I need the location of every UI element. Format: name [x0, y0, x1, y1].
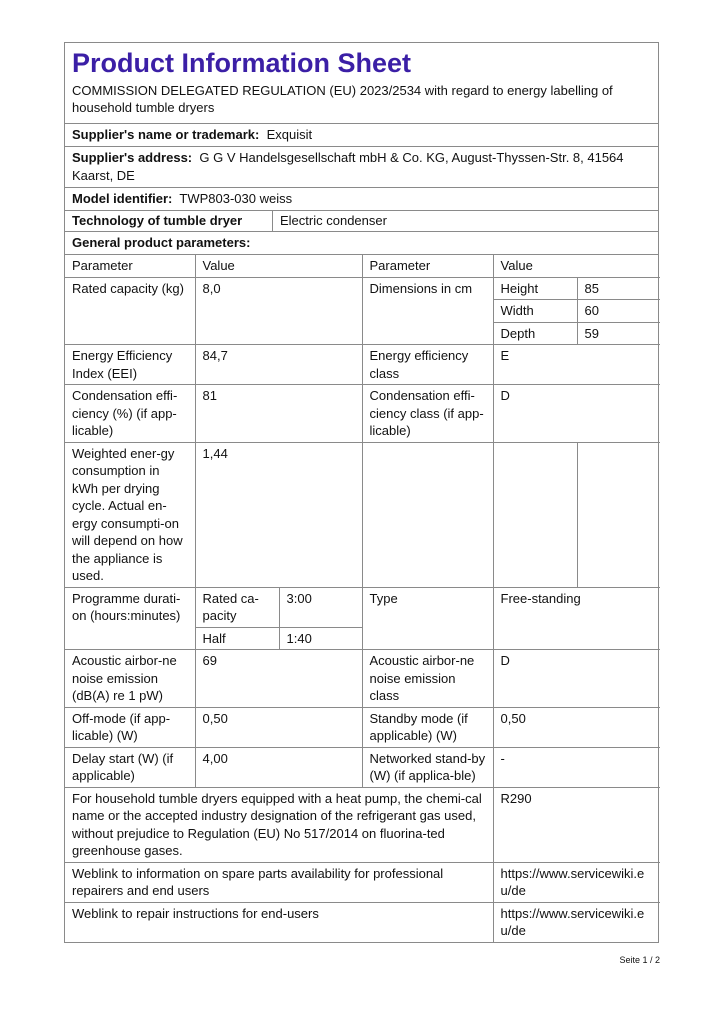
condensation-class-label: Condensation effi-ciency class (if app-licable): [362, 385, 493, 443]
table-row: [65, 747, 660, 787]
empty-cell: [493, 442, 577, 587]
general-parameters-header: General product parameters:: [65, 231, 658, 254]
table-row: [65, 787, 660, 862]
supplier-address-row: [65, 146, 658, 187]
parameters-table: [65, 255, 660, 942]
width-label: Width: [493, 300, 577, 323]
repair-instructions-label: Weblink to repair instructions for end-users: [65, 902, 493, 942]
header-parameter-2: Parameter: [362, 255, 493, 277]
technology-row: [65, 210, 658, 231]
table-header-row: [65, 255, 660, 277]
standby-value: 0,50: [493, 707, 660, 747]
header-parameter: Parameter: [65, 255, 195, 277]
delay-start-label: Delay start (W) (if applicable): [65, 747, 195, 787]
supplier-name-value: Exquisit: [266, 127, 313, 142]
table-row: [65, 345, 660, 385]
energy-consumption-value: 1,44: [195, 442, 362, 587]
energy-consumption-label: Weighted ener-gy consumption in kWh per drying cycle. Actual en-ergy consumpti-on will depend on how the appliance is used.: [65, 442, 195, 587]
model-row: [65, 187, 658, 210]
programme-rated-label: Rated ca-pacity: [195, 587, 279, 627]
offmode-value: 0,50: [195, 707, 362, 747]
model-label: Model identifier:: [72, 191, 173, 206]
programme-half-value: 1:40: [279, 627, 362, 650]
noise-class-value: D: [493, 650, 660, 708]
technology-value: Electric condenser: [280, 213, 387, 228]
parameters-table-wrap: [65, 254, 658, 942]
page-title: Product Information Sheet: [72, 48, 412, 78]
width-value: 60: [577, 300, 660, 323]
supplier-address-label: Supplier's address:: [72, 150, 193, 165]
title-block: [65, 43, 658, 123]
refrigerant-value: R290: [493, 787, 660, 862]
offmode-label: Off-mode (if app-licable) (W): [65, 707, 195, 747]
repair-instructions-link[interactable]: https://www.servicewiki.eu/de: [493, 902, 660, 942]
condensation-class-value: D: [493, 385, 660, 443]
table-row: [65, 442, 660, 587]
noise-label: Acoustic airbor-ne noise emission (dB(A) re 1 pW): [65, 650, 195, 708]
model-value: TWP803-030 weiss: [179, 191, 293, 206]
table-row: [65, 650, 660, 708]
noise-class-label: Acoustic airbor-ne noise emission class: [362, 650, 493, 708]
header-value: Value: [195, 255, 362, 277]
regulation-text: COMMISSION DELEGATED REGULATION (EU) 2023/2534 with regard to energy labelling of household tumble dryers: [72, 83, 613, 115]
empty-cell: [577, 442, 660, 587]
networked-standby-label: Networked stand-by (W) (if applica-ble): [362, 747, 493, 787]
empty-cell: [362, 442, 493, 587]
type-label: Type: [362, 587, 493, 650]
eec-value: E: [493, 345, 660, 385]
table-row: [65, 385, 660, 443]
delay-start-value: 4,00: [195, 747, 362, 787]
eec-label: Energy efficiency class: [362, 345, 493, 385]
standby-label: Standby mode (if applicable) (W): [362, 707, 493, 747]
refrigerant-label: For household tumble dryers equipped with a heat pump, the chemi-cal name or the accepted industry designation of the refrigerant gas used, without prejudice to Regulation (EU) No 517/2014 on fluorina-ted greenhouse gases.: [65, 787, 493, 862]
supplier-name-label: Supplier's name or trademark:: [72, 127, 260, 142]
dimensions-label: Dimensions in cm: [362, 277, 493, 345]
programme-rated-value: 3:00: [279, 587, 362, 627]
capacity-label: Rated capacity (kg): [65, 277, 195, 345]
height-value: 85: [577, 277, 660, 300]
condensation-efficiency-value: 81: [195, 385, 362, 443]
programme-half-label: Half: [195, 627, 279, 650]
type-value: Free-standing: [493, 587, 660, 650]
page-number: Seite 1 / 2: [619, 955, 660, 965]
table-row: [65, 707, 660, 747]
eei-value: 84,7: [195, 345, 362, 385]
height-label: Height: [493, 277, 577, 300]
spare-parts-link[interactable]: https://www.servicewiki.eu/de: [493, 862, 660, 902]
header-value-2: Value: [493, 255, 660, 277]
depth-label: Depth: [493, 322, 577, 345]
table-row: [65, 902, 660, 942]
table-row: [65, 587, 660, 627]
noise-value: 69: [195, 650, 362, 708]
table-row: [65, 277, 660, 300]
spare-parts-label: Weblink to information on spare parts availability for professional repairers and end users: [65, 862, 493, 902]
table-row: [65, 862, 660, 902]
supplier-name-row: [65, 123, 658, 146]
product-information-sheet: [64, 42, 659, 943]
networked-standby-value: -: [493, 747, 660, 787]
supplier-address-value: G G V Handelsgesellschaft mbH & Co. KG, August-Thyssen-Str. 8, 41564 Kaarst, DE: [72, 150, 624, 183]
depth-value: 59: [577, 322, 660, 345]
technology-label: Technology of tumble dryer: [65, 211, 273, 231]
capacity-value: 8,0: [195, 277, 362, 345]
condensation-efficiency-label: Condensation effi-ciency (%) (if app-licable): [65, 385, 195, 443]
eei-label: Energy Efficiency Index (EEI): [65, 345, 195, 385]
programme-duration-label: Programme durati-on (hours:minutes): [65, 587, 195, 650]
